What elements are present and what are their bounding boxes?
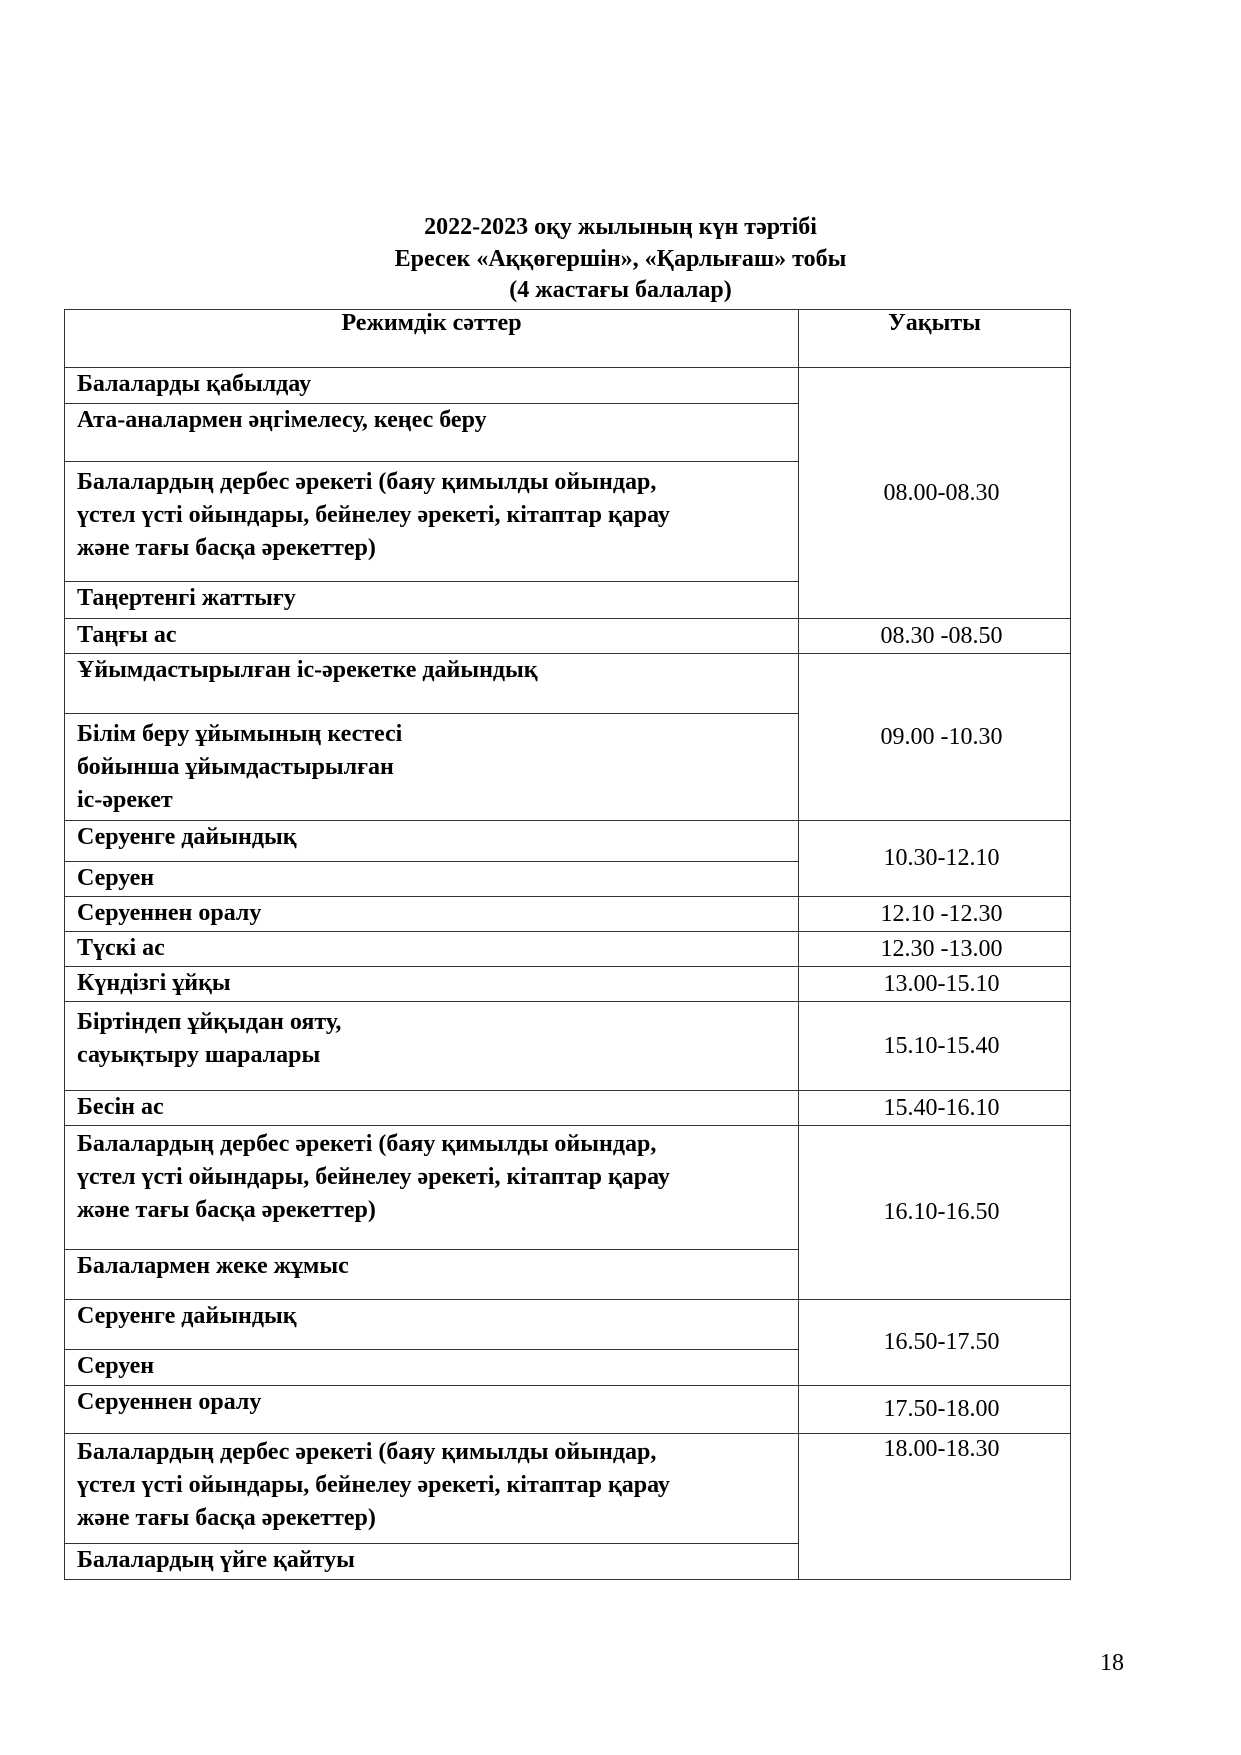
activity-cell: Серуенге дайындық [65, 1300, 799, 1350]
table-row [65, 1434, 1071, 1544]
time-cell: 12.30 -13.00 [799, 932, 1071, 967]
activity-cell: Білім беру ұйымының кестесі бойынша ұйымдастырылған іс-әрекет [65, 714, 799, 821]
activity-cell: Таңғы ас [65, 619, 799, 654]
header-activities: Режимдік сәттер [65, 310, 799, 368]
time-cell: 08.30 -08.50 [799, 619, 1071, 654]
activity-cell: Ата-аналармен әңгімелесу, кеңес беру [65, 404, 799, 462]
time-cell: 16.10-16.50 [799, 1126, 1071, 1300]
activity-cell: Біртіндеп ұйқыдан ояту, сауықтыру шаралары [65, 1002, 799, 1091]
table-row [65, 1002, 1071, 1091]
activity-cell: Серуенге дайындық [65, 821, 799, 862]
time-cell: 08.00-08.30 [799, 368, 1071, 619]
activity-cell: Серуеннен оралу [65, 897, 799, 932]
time-cell: 16.50-17.50 [799, 1300, 1071, 1386]
activity-cell: Балаларды қабылдау [65, 368, 799, 404]
time-cell: 13.00-15.10 [799, 967, 1071, 1002]
time-cell: 15.10-15.40 [799, 1002, 1071, 1091]
activity-cell: Ұйымдастырылған іс-әрекетке дайындық [65, 654, 799, 714]
activity-cell: Таңертенгі жаттығу [65, 582, 799, 619]
activity-cell: Түскі ас [65, 932, 799, 967]
time-cell: 09.00 -10.30 [799, 654, 1071, 821]
title-line-3: (4 жастағы балалар) [509, 277, 732, 303]
activity-cell: Серуен [65, 862, 799, 897]
time-cell: 12.10 -12.30 [799, 897, 1071, 932]
table-row [65, 368, 1071, 404]
table-row [65, 1300, 1071, 1350]
table-row [65, 967, 1071, 1002]
table-row [65, 932, 1071, 967]
activity-cell: Бесін ас [65, 1091, 799, 1126]
table-row [65, 821, 1071, 862]
activity-cell: Балалардың үйге қайтуы [65, 1544, 799, 1580]
page-number: 18 [1100, 1650, 1124, 1676]
activity-cell: Күндізгі ұйқы [65, 967, 799, 1002]
header-time: Уақыты [799, 310, 1071, 368]
document-title [0, 212, 1241, 307]
table-row [65, 1126, 1071, 1250]
activity-cell: Балалармен жеке жұмыс [65, 1250, 799, 1300]
activity-cell: Балалардың дербес әрекеті (баяу қимылды ойындар, үстел үсті ойындары, бейнелеу әрекеті, кітаптар қарау және тағы басқа әрекеттер) [65, 1434, 799, 1544]
table-row [65, 1386, 1071, 1434]
time-cell: 18.00-18.30 [799, 1434, 1071, 1580]
activity-cell: Балалардың дербес әрекеті (баяу қимылды ойындар, үстел үсті ойындары, бейнелеу әрекеті, кітаптар қарау және тағы басқа әрекеттер) [65, 1126, 799, 1250]
table-row [65, 654, 1071, 714]
activity-cell: Балалардың дербес әрекеті (баяу қимылды ойындар, үстел үсті ойындары, бейнелеу әрекеті, кітаптар қарау және тағы басқа әрекеттер) [65, 462, 799, 582]
table-row [65, 897, 1071, 932]
activity-cell: Серуен [65, 1350, 799, 1386]
time-cell: 17.50-18.00 [799, 1386, 1071, 1434]
schedule-table [64, 309, 1071, 1580]
activity-cell: Серуеннен оралу [65, 1386, 799, 1434]
time-cell: 10.30-12.10 [799, 821, 1071, 897]
table-row [65, 619, 1071, 654]
title-line-1: 2022-2023 оқу жылының күн тәртібі [424, 214, 817, 240]
table-row [65, 1091, 1071, 1126]
table-header-row [65, 310, 1071, 368]
title-line-2: Ересек «Аққөгершін», «Қарлығаш» тобы [394, 245, 847, 272]
time-cell: 15.40-16.10 [799, 1091, 1071, 1126]
